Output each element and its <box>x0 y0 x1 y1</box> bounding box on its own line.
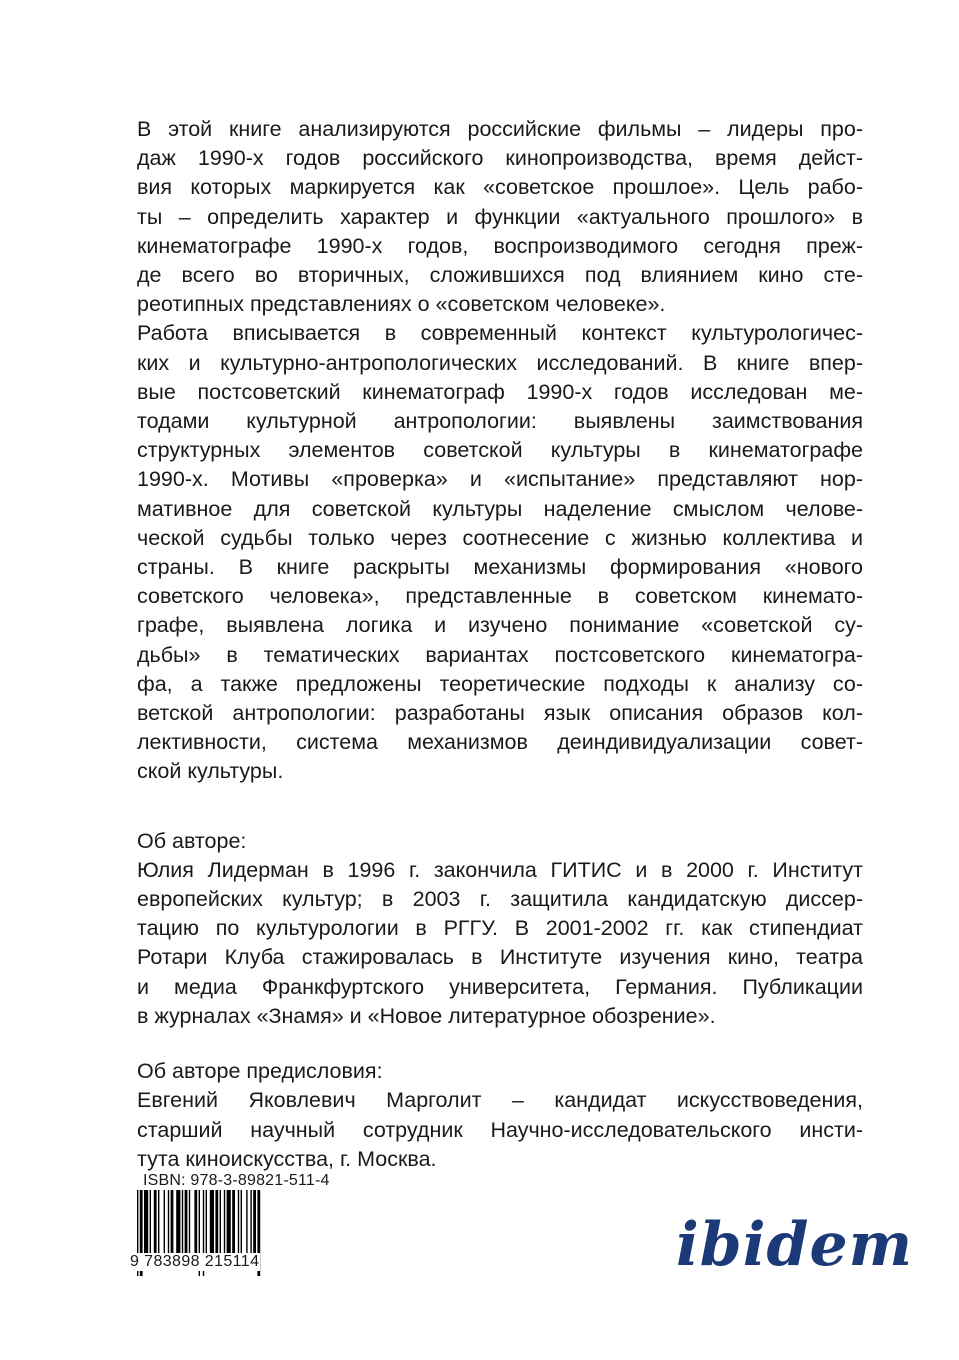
barcode-bar <box>227 1190 231 1254</box>
about-author-line: европейских культур; в 2003 г. защитила кандидатскую диссер- <box>137 887 863 912</box>
barcode-bar <box>246 1190 247 1254</box>
barcode-bar <box>189 1190 190 1254</box>
description-line: ветской антропологии: разработаны язык описания образов кол- <box>137 701 863 726</box>
description-paragraph <box>137 115 863 787</box>
barcode-bar <box>185 1190 188 1254</box>
about-preface-author-line: Евгений Яковлевич Марголит – кандидат искусствоведения, <box>137 1088 863 1113</box>
barcode-bar <box>238 1190 239 1254</box>
about-author-line: и медиа Франкфуртского университета, Германия. Публикации <box>137 974 863 999</box>
publisher-logo: ibidem <box>676 1210 914 1280</box>
about-preface-author-line: старший научный сотрудник Научно-исследовательского инсти- <box>137 1117 863 1142</box>
about-preface-author-line: тута киноискусства, г. Москва. <box>137 1146 437 1171</box>
about-author-section <box>137 827 863 1031</box>
barcode-bar <box>176 1190 180 1254</box>
about-preface-author-heading: Об авторе предисловия: <box>137 1059 383 1084</box>
barcode-bar <box>182 1190 183 1254</box>
barcode-bar <box>220 1190 221 1254</box>
description-line: реотипных представлениях о «советском человеке». <box>137 292 666 317</box>
description-line: фа, а также предложены теоретические подходы к анализу со- <box>137 671 863 696</box>
description-line: ской культуры. <box>137 759 284 784</box>
barcode-bar <box>164 1190 165 1254</box>
description-line: вия которых маркируется как «советское прошлое». Цель рабо- <box>137 175 863 200</box>
about-author-line: тацию по культурологии в РГГУ. В 2001-2002 гг. как стипендиат <box>137 916 863 941</box>
description-line: 1990-х. Мотивы «проверка» и «испытание» представляют нор- <box>137 467 863 492</box>
about-author-heading: Об авторе: <box>137 828 247 853</box>
description-line: советского человека», представленные в советском кинемато- <box>137 584 863 609</box>
description-line: ких и культурно-антропологических исследований. В книге впер- <box>137 350 863 375</box>
barcode-bar <box>154 1190 157 1254</box>
description-line: мативное для советской культуры наделение смыслом челове- <box>137 496 863 521</box>
description-line: лективности, система механизмов деиндивидуализации совет- <box>137 730 863 755</box>
description-line: структурных элементов советской культуры в кинематографе <box>137 438 863 463</box>
barcode-bar <box>210 1190 214 1254</box>
barcode-bar <box>158 1190 159 1254</box>
barcode-bar <box>215 1190 218 1254</box>
about-author-line: Юлия Лидерман в 1996 г. закончила ГИТИС и в 2000 г. Институт <box>137 857 863 882</box>
isbn-label: ISBN: 978-3-89821-511-4 <box>143 1172 330 1189</box>
barcode-bar <box>224 1190 225 1254</box>
description-line: тодами культурной антропологии: выявлены заимствования <box>137 409 863 434</box>
barcode-bar <box>194 1190 197 1254</box>
description-line: ты – определить характер и функции «актуального прошлого» в <box>137 204 863 229</box>
barcode-bar <box>206 1190 207 1254</box>
barcode-bar <box>253 1190 256 1254</box>
description-line: В этой книге анализируются российские фильмы – лидеры про- <box>137 117 863 141</box>
barcode-digits: 9 783898 215114 <box>130 1253 260 1270</box>
about-author-line: в журналах «Знамя» и «Новое литературное обозрение». <box>137 1003 716 1028</box>
barcode-bar <box>144 1190 148 1254</box>
description-line: де всего во вторичных, сложившихся под влиянием кино сте- <box>137 263 863 288</box>
barcode-bar <box>171 1190 174 1254</box>
barcode-bar <box>168 1190 169 1254</box>
description-line: Работа вписывается в современный контекст культурологичес- <box>137 321 863 346</box>
about-author-line: Ротари Клуба стажировалась в Институте изучения кино, театра <box>137 945 863 970</box>
barcode-bar <box>232 1190 235 1254</box>
description-line: даж 1990-х годов российского кинопроизводства, время дейст- <box>137 146 863 171</box>
description-line: вые постсоветский кинематограф 1990-х годов исследован ме- <box>137 379 863 404</box>
barcode-bar <box>241 1190 242 1254</box>
description-line: страны. В книге раскрыты механизмы формирования «нового <box>137 555 863 580</box>
barcode-bar <box>150 1190 151 1254</box>
description-line: кинематографе 1990-х годов, воспроизводимого сегодня преж- <box>137 233 863 258</box>
back-cover-text <box>137 115 863 1174</box>
description-line: дьбы» в тематических вариантах постсоветского кинематогра- <box>137 642 863 667</box>
about-preface-author-section <box>137 1057 863 1174</box>
barcode-bar <box>250 1190 251 1254</box>
description-line: графе, выявлена логика и изучено понимание «советской су- <box>137 613 863 638</box>
description-line: ческой судьбы только через соотнесение с жизнью коллектива и <box>137 525 863 550</box>
